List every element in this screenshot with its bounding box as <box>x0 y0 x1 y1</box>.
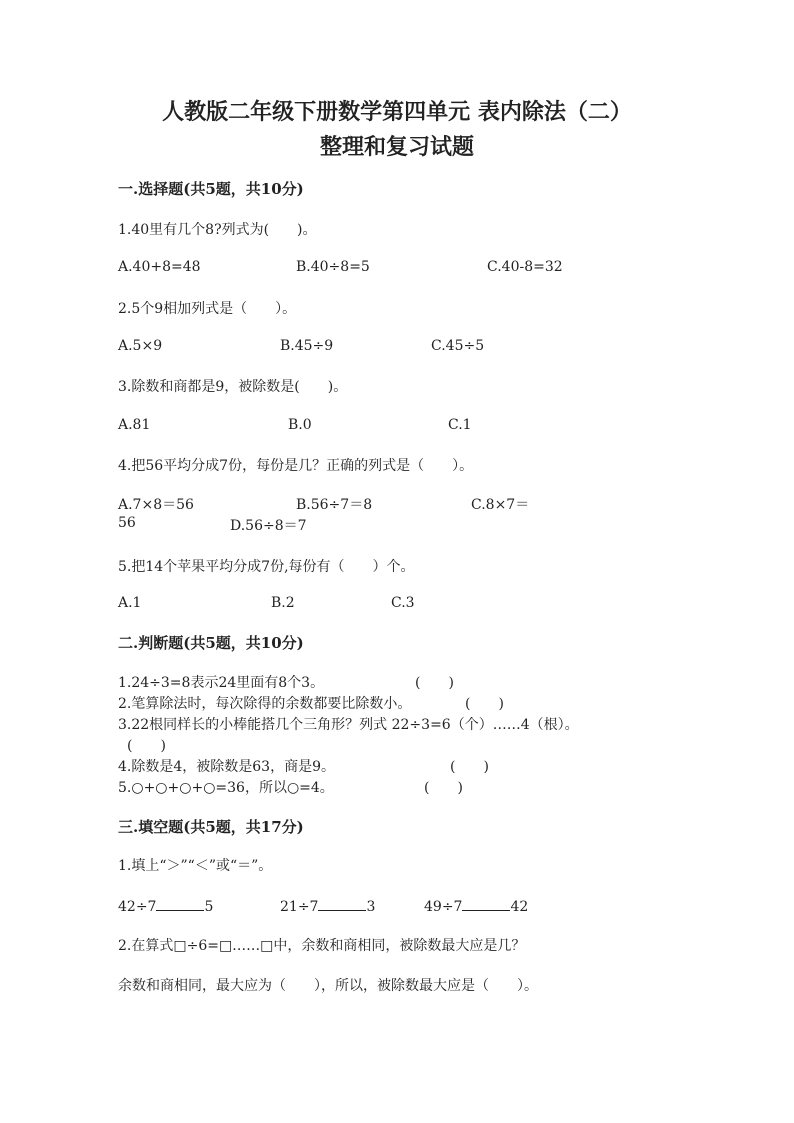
comparison-item <box>280 896 375 915</box>
option-b: B.56÷7＝8 <box>296 497 373 513</box>
answer-paren: ( ) <box>465 696 504 712</box>
option-c-continued: 56 <box>118 515 136 531</box>
option-a: A.40+8=48 <box>118 259 201 275</box>
comparison-left: 49÷7 <box>424 899 463 915</box>
option-b: B.40÷8=5 <box>296 259 370 275</box>
statement-text: 5.○+○+○+○=36，所以○=4。 <box>118 780 334 796</box>
option-c: C.3 <box>391 595 415 611</box>
answer-paren: ( ) <box>415 675 454 691</box>
option-c: C.8×7＝ <box>471 497 530 513</box>
option-a: A.1 <box>118 595 142 611</box>
option-b: B.0 <box>288 417 312 433</box>
option-d: D.56÷8＝7 <box>230 518 307 534</box>
comparison-left: 42÷7 <box>118 899 157 915</box>
option-a: A.5×9 <box>118 338 163 354</box>
question-text: 2.在算式□÷6=□……□中，余数和商相同，被除数最大应是几？ <box>118 938 526 954</box>
statement-text: 1.24÷3=8表示24里面有8个3。 <box>118 675 325 691</box>
comparison-item <box>424 896 528 915</box>
answer-paren: ( ) <box>450 759 489 775</box>
option-c: C.40-8=32 <box>487 259 563 275</box>
comparison-left: 21÷7 <box>280 899 319 915</box>
comparison-right: 5 <box>204 899 214 915</box>
answer-blank[interactable] <box>462 896 510 911</box>
option-c: C.45÷5 <box>431 338 485 354</box>
question-text: 2.5个9相加列式是（ ）。 <box>118 301 297 317</box>
question-text: 1.填上“＞”“＜”或“＝”。 <box>118 858 273 874</box>
title-line-2: 整理和复习试题 <box>319 134 474 160</box>
question-text: 1.40里有几个8?列式为( )。 <box>118 222 317 238</box>
section-header-judgement: 二.判断题(共5题，共10分) <box>118 634 304 652</box>
option-c: C.1 <box>448 417 472 433</box>
title-line-1: 人教版二年级下册数学第四单元 表内除法（二） <box>162 99 632 125</box>
option-b: B.45÷9 <box>280 338 334 354</box>
section-header-fill: 三.填空题(共5题，共17分) <box>118 818 304 836</box>
statement-text: 3.22根同样长的小棒能搭几个三角形？列式 22÷3=6（个）……4（根）。 <box>118 717 579 733</box>
statement-text: 4.除数是4，被除数是63，商是9。 <box>118 759 335 775</box>
section-header-choice: 一.选择题(共5题，共10分) <box>118 180 304 198</box>
option-a: A.81 <box>118 417 151 433</box>
question-text: 4.把56平均分成7份，每份是几？正确的列式是（ ）。 <box>118 458 474 474</box>
option-b: B.2 <box>271 595 295 611</box>
comparison-item <box>118 896 213 915</box>
answer-paren: ( ) <box>424 780 463 796</box>
comparison-right: 3 <box>366 899 376 915</box>
answer-paren: ( ) <box>127 738 166 754</box>
answer-line: 余数和商相同，最大应为（ ），所以，被除数最大应是（ ）。 <box>118 978 538 994</box>
statement-text: 2.笔算除法时，每次除得的余数都要比除数小。 <box>118 696 412 712</box>
option-a: A.7×8＝56 <box>118 497 194 513</box>
comparison-right: 42 <box>510 899 529 915</box>
answer-blank[interactable] <box>318 896 366 911</box>
answer-blank[interactable] <box>156 896 204 911</box>
question-text: 5.把14个苹果平均分成7份,每份有（ ）个。 <box>118 559 415 575</box>
question-text: 3.除数和商都是9，被除数是( )。 <box>118 379 348 395</box>
